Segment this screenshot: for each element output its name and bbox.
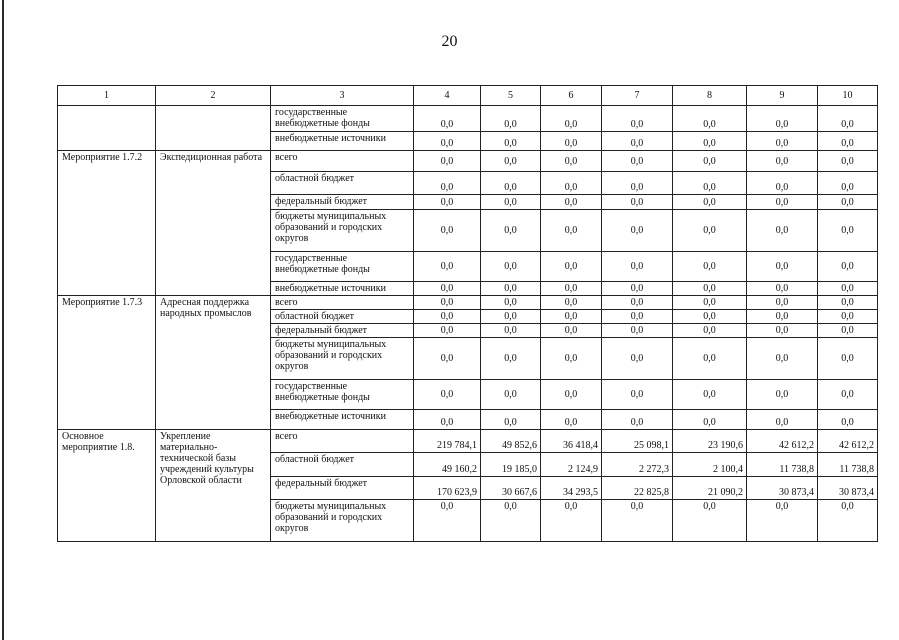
value-cell: 0,0: [747, 500, 818, 542]
value-cell: 2 272,3: [602, 453, 673, 477]
value-cell: 0,0: [541, 324, 602, 338]
funding-source-cell: внебюджетные источники: [271, 132, 414, 151]
funding-source-cell: областной бюджет: [271, 453, 414, 477]
funding-source-cell: государственные внебюджетные фонды: [271, 106, 414, 132]
value-cell: 34 293,5: [541, 477, 602, 500]
value-cell: 0,0: [818, 252, 878, 282]
value-cell: 0,0: [541, 151, 602, 172]
value-cell: 22 825,8: [602, 477, 673, 500]
funding-source-cell: государственные внебюджетные фонды: [271, 380, 414, 410]
table-row: [58, 296, 878, 310]
value-cell: 0,0: [481, 338, 541, 380]
value-cell: 0,0: [602, 172, 673, 195]
value-cell: 0,0: [602, 410, 673, 430]
value-cell: 0,0: [747, 282, 818, 296]
value-cell: 0,0: [414, 151, 481, 172]
value-cell: 0,0: [602, 338, 673, 380]
value-cell: 42 612,2: [747, 430, 818, 453]
value-cell: 0,0: [673, 310, 747, 324]
value-cell: 0,0: [541, 106, 602, 132]
header-cell: 5: [481, 86, 541, 106]
activity-name-cell: Укрепление материально-технической базы учреждений культуры Орловской области: [156, 430, 271, 542]
value-cell: 0,0: [602, 380, 673, 410]
value-cell: 0,0: [673, 282, 747, 296]
value-cell: 0,0: [414, 172, 481, 195]
value-cell: 0,0: [673, 151, 747, 172]
funding-source-cell: областной бюджет: [271, 172, 414, 195]
value-cell: 0,0: [818, 151, 878, 172]
value-cell: 0,0: [747, 296, 818, 310]
value-cell: 0,0: [481, 132, 541, 151]
value-cell: 0,0: [818, 380, 878, 410]
value-cell: 0,0: [414, 210, 481, 252]
value-cell: 0,0: [541, 132, 602, 151]
value-cell: 0,0: [481, 380, 541, 410]
funding-source-cell: бюджеты муниципальных образований и городских округов: [271, 338, 414, 380]
value-cell: 0,0: [747, 338, 818, 380]
page-number: 20: [441, 33, 458, 50]
value-cell: 0,0: [602, 132, 673, 151]
value-cell: 30 873,4: [747, 477, 818, 500]
value-cell: 0,0: [673, 252, 747, 282]
value-cell: 219 784,1: [414, 430, 481, 453]
header-cell: 4: [414, 86, 481, 106]
funding-source-cell: государственные внебюджетные фонды: [271, 252, 414, 282]
value-cell: 0,0: [747, 324, 818, 338]
value-cell: 0,0: [602, 296, 673, 310]
budget-table: [57, 85, 878, 542]
header-cell: 10: [818, 86, 878, 106]
value-cell: 0,0: [481, 106, 541, 132]
funding-source-cell: всего: [271, 151, 414, 172]
value-cell: 0,0: [747, 380, 818, 410]
value-cell: 30 873,4: [818, 477, 878, 500]
value-cell: 0,0: [541, 210, 602, 252]
value-cell: 0,0: [747, 195, 818, 210]
value-cell: 23 190,6: [673, 430, 747, 453]
header-cell: 3: [271, 86, 414, 106]
value-cell: 0,0: [747, 210, 818, 252]
value-cell: 0,0: [673, 500, 747, 542]
value-cell: 49 852,6: [481, 430, 541, 453]
value-cell: 0,0: [602, 210, 673, 252]
value-cell: 0,0: [602, 310, 673, 324]
value-cell: 0,0: [673, 338, 747, 380]
value-cell: 0,0: [481, 282, 541, 296]
table-row: [58, 106, 878, 132]
value-cell: 11 738,8: [747, 453, 818, 477]
value-cell: 0,0: [541, 410, 602, 430]
value-cell: 0,0: [818, 106, 878, 132]
activity-name-cell: Экспедиционная работа: [156, 151, 271, 296]
value-cell: 0,0: [481, 210, 541, 252]
value-cell: 0,0: [541, 338, 602, 380]
value-cell: 30 667,6: [481, 477, 541, 500]
value-cell: 0,0: [818, 195, 878, 210]
table-body: [58, 106, 878, 542]
header-cell: 9: [747, 86, 818, 106]
value-cell: 0,0: [414, 195, 481, 210]
funding-source-cell: федеральный бюджет: [271, 477, 414, 500]
funding-source-cell: всего: [271, 430, 414, 453]
value-cell: 2 100,4: [673, 453, 747, 477]
value-cell: 0,0: [481, 410, 541, 430]
value-cell: 0,0: [414, 252, 481, 282]
value-cell: 0,0: [673, 106, 747, 132]
value-cell: 0,0: [747, 410, 818, 430]
value-cell: 0,0: [673, 410, 747, 430]
value-cell: 0,0: [818, 500, 878, 542]
value-cell: 170 623,9: [414, 477, 481, 500]
value-cell: 0,0: [481, 151, 541, 172]
value-cell: 49 160,2: [414, 453, 481, 477]
header-row: [58, 86, 878, 106]
value-cell: 0,0: [818, 210, 878, 252]
value-cell: 0,0: [481, 310, 541, 324]
value-cell: 0,0: [818, 172, 878, 195]
value-cell: 0,0: [747, 106, 818, 132]
value-cell: 0,0: [818, 282, 878, 296]
activity-name-cell: [156, 106, 271, 151]
value-cell: 0,0: [602, 324, 673, 338]
value-cell: 0,0: [541, 172, 602, 195]
value-cell: 0,0: [818, 310, 878, 324]
table-row: [58, 430, 878, 453]
funding-source-cell: федеральный бюджет: [271, 324, 414, 338]
value-cell: 0,0: [818, 338, 878, 380]
funding-source-cell: областной бюджет: [271, 310, 414, 324]
value-cell: 0,0: [602, 195, 673, 210]
value-cell: 2 124,9: [541, 453, 602, 477]
value-cell: 0,0: [818, 324, 878, 338]
value-cell: 0,0: [602, 106, 673, 132]
funding-source-cell: внебюджетные источники: [271, 282, 414, 296]
value-cell: 0,0: [747, 252, 818, 282]
value-cell: 0,0: [602, 500, 673, 542]
header-cell: 7: [602, 86, 673, 106]
funding-source-cell: бюджеты муниципальных образований и городских округов: [271, 210, 414, 252]
value-cell: 0,0: [747, 310, 818, 324]
value-cell: 0,0: [673, 195, 747, 210]
value-cell: 25 098,1: [602, 430, 673, 453]
header-cell: 6: [541, 86, 602, 106]
value-cell: 0,0: [673, 210, 747, 252]
value-cell: 0,0: [481, 195, 541, 210]
value-cell: 0,0: [481, 172, 541, 195]
value-cell: 0,0: [414, 310, 481, 324]
value-cell: 0,0: [747, 172, 818, 195]
value-cell: 0,0: [541, 195, 602, 210]
value-cell: 0,0: [673, 132, 747, 151]
value-cell: 21 090,2: [673, 477, 747, 500]
value-cell: 0,0: [673, 324, 747, 338]
value-cell: 0,0: [673, 296, 747, 310]
value-cell: 0,0: [541, 310, 602, 324]
table-row: [58, 151, 878, 172]
value-cell: 0,0: [541, 500, 602, 542]
left-margin-line: [2, 0, 4, 640]
value-cell: 0,0: [747, 132, 818, 151]
value-cell: 0,0: [541, 252, 602, 282]
value-cell: 0,0: [541, 296, 602, 310]
value-cell: 0,0: [414, 132, 481, 151]
value-cell: 0,0: [818, 296, 878, 310]
value-cell: 0,0: [818, 410, 878, 430]
value-cell: 0,0: [414, 296, 481, 310]
value-cell: 0,0: [481, 296, 541, 310]
value-cell: 0,0: [414, 282, 481, 296]
activity-code-cell: Основное мероприятие 1.8.: [58, 430, 156, 542]
value-cell: 0,0: [481, 500, 541, 542]
value-cell: 0,0: [747, 151, 818, 172]
activity-name-cell: Адресная поддержка народных промыслов: [156, 296, 271, 430]
value-cell: 0,0: [541, 380, 602, 410]
activity-code-cell: [58, 106, 156, 151]
value-cell: 0,0: [602, 151, 673, 172]
activity-code-cell: Мероприятие 1.7.2: [58, 151, 156, 296]
value-cell: 36 418,4: [541, 430, 602, 453]
value-cell: 0,0: [481, 324, 541, 338]
value-cell: 0,0: [602, 252, 673, 282]
value-cell: 19 185,0: [481, 453, 541, 477]
value-cell: 0,0: [602, 282, 673, 296]
value-cell: 0,0: [481, 252, 541, 282]
value-cell: 0,0: [414, 338, 481, 380]
header-cell: 2: [156, 86, 271, 106]
funding-source-cell: бюджеты муниципальных образований и городских округов: [271, 500, 414, 542]
value-cell: 42 612,2: [818, 430, 878, 453]
activity-code-cell: Мероприятие 1.7.3: [58, 296, 156, 430]
value-cell: 0,0: [414, 380, 481, 410]
value-cell: 0,0: [673, 380, 747, 410]
value-cell: 0,0: [818, 132, 878, 151]
value-cell: 0,0: [414, 410, 481, 430]
value-cell: 0,0: [414, 324, 481, 338]
value-cell: 0,0: [541, 282, 602, 296]
value-cell: 0,0: [673, 172, 747, 195]
funding-source-cell: всего: [271, 296, 414, 310]
value-cell: 0,0: [414, 106, 481, 132]
header-cell: 8: [673, 86, 747, 106]
value-cell: 0,0: [414, 500, 481, 542]
value-cell: 11 738,8: [818, 453, 878, 477]
funding-source-cell: внебюджетные источники: [271, 410, 414, 430]
funding-source-cell: федеральный бюджет: [271, 195, 414, 210]
header-cell: 1: [58, 86, 156, 106]
